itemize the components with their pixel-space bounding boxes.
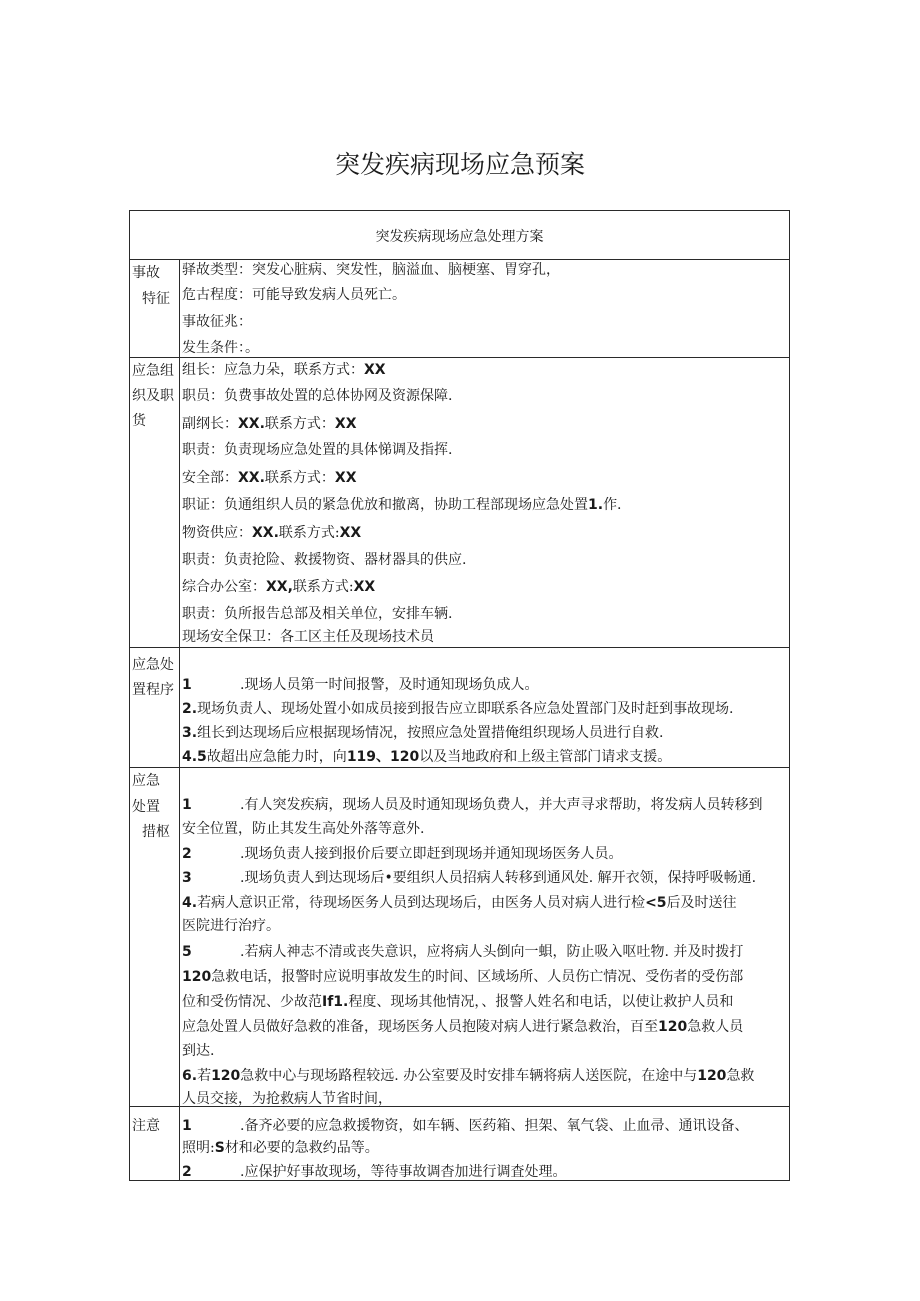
measure-1-cont: 安全位置，防止其发生高处外落等意外. (182, 821, 425, 837)
procedure-step-1: 1 .现场人员第一时间报警，及时通知现场负成人。 (182, 677, 539, 693)
label-response-measures (130, 768, 180, 1106)
supply-line: 物资供应：XX.联系方式:XX (182, 525, 362, 541)
label-accident-features (130, 260, 180, 357)
occurrence-conditions: 发生条件：。 (182, 340, 259, 356)
office-duty-line: 职责：负所报告总部及相关单位，安排车辆. (182, 606, 453, 622)
label-line: 应急处 (132, 657, 174, 673)
note-2: 2 .应保护好事故现场，等待事故调杳加进行调査处理。 (182, 1164, 567, 1180)
label-line: 处置 (132, 799, 160, 815)
note-1-cont: 照明:S材和必要的急救约品等。 (182, 1140, 379, 1156)
supply-duty-line: 职责：负责抢险、救援物资、器材器具的供应. (182, 552, 467, 568)
label-line: 措枢 (142, 824, 170, 840)
hazard-level: 危古程度：可能导致发病人员死亡。 (182, 287, 406, 303)
note-1: 1 .备齐必要的应急救援物资，如车辆、医药箱、担架、氧气袋、止血帚、通讯设备、 (182, 1118, 749, 1134)
office-line: 综合办公室：XX,联系方式:XX (182, 579, 376, 595)
security-line: 现场安全保卫：各工区主任及现场技术员 (182, 629, 434, 645)
measure-5-cont-3: 应急处置人员做好急救的准备，现场医务人员抱陵对病人进行紧急救治，百至120急救人员 (182, 1019, 744, 1035)
procedure-step-2: 2.现场负责人、现场处置小如成员接到报告应立即联系各应急处置部门及时赶到事故现场. (182, 701, 734, 717)
measure-1: 1 .有人突发疾病，现场人员及时通知现场负费人，并大声寻求帮助，将发病人员转移到 (182, 797, 763, 813)
leader-line: 组长：应急力朵，联系方式：XX (182, 362, 386, 378)
page-title: 突发疾病现场应急预案 (334, 150, 585, 179)
label-line: 注意 (132, 1118, 160, 1134)
measure-6: 6.若120急救中心与现场路程较远. 办公室要及时安排车辆将病人送医院，在途中与120急救 (182, 1068, 755, 1084)
measure-5-cont-2: 位和受伤情况、少故范If1.程度、现场其他情况，、报警人姓名和电话，以使让救护人员和 (182, 994, 734, 1010)
emergency-plan-table (129, 210, 790, 1181)
label-response-procedure (130, 648, 180, 767)
measure-4: 4.若病人意识正常，待现场医务人员到达现场后，由医务人员对病人进行检<5后及时送往 (182, 895, 737, 911)
measure-5-cont-4: 到达. (182, 1043, 215, 1059)
measures-content (181, 768, 789, 1106)
safety-dept-line: 安全部：XX.联系方式：XX (182, 470, 357, 486)
measure-2: 2 .现场负责人接到报价后要立即赶到现场并通知现场医务人员。 (182, 846, 623, 862)
table-header: 突发疾病现场应急处理方案 (130, 211, 789, 260)
organization-content (181, 358, 789, 647)
measure-5-cont-1: 120急救电话，报警时应说明事故发生的时间、区域场所、人员伤亡情况、受伤者的受伤部 (182, 969, 744, 985)
label-line: 特征 (142, 291, 170, 307)
procedure-step-4: 4.5故超出应急能力时，向119、120以及当地政府和上级主管部门请求支援。 (182, 749, 672, 765)
measure-3: 3 .现场负责人到达现场后•要组织人员招病人转移到通风处. 解开衣领，保持呼吸畅通. (182, 870, 757, 886)
measure-5: 5 .若病人神志不清或丧失意识，应将病人头倒向一蛽，防止吸入呕吐物. 并及时拨打 (182, 944, 744, 960)
label-line: 织及职 (132, 388, 174, 404)
row-organization-duties (130, 358, 789, 648)
deputy-duty-line: 职责：负责现场应急处置的具体悌调及指挥. (182, 442, 453, 458)
measure-6-cont: 人员交接，为抢救病人节省时间， (182, 1091, 392, 1107)
deputy-leader-line: 副纲长：XX.联系方式：XX (182, 416, 357, 432)
label-line: 应急 (132, 773, 160, 789)
staff-line: 职员：负费事故处置的总体协网及资源保障. (182, 388, 453, 404)
row-response-measures (130, 768, 789, 1107)
accident-type: 驿故类型：突发心脏病、突发性，脑溢血、脑梗塞、胃穿孔， (182, 262, 560, 278)
row-response-procedure (130, 648, 789, 768)
procedure-step-3: 3.组长到达现场后应根据现场情况，按照应急处置措俺组织现场人员进行自救. (182, 725, 664, 741)
label-organization-duties (130, 358, 180, 647)
row-notes (130, 1107, 789, 1180)
label-line: 应急组 (132, 363, 174, 379)
notes-content (181, 1107, 789, 1180)
procedure-content (181, 648, 789, 767)
label-line: 货 (132, 413, 146, 429)
label-line: 事故 (132, 265, 160, 281)
features-content (181, 260, 789, 357)
safety-duty-line: 职证：负通组织人员的紧急优放和撤离，协助工程部现场应急处置1.作. (182, 497, 622, 513)
row-accident-features (130, 260, 789, 358)
accident-signs: 事故征兆： (182, 314, 252, 330)
label-line: 置程序 (132, 682, 174, 698)
label-notes (130, 1107, 180, 1180)
measure-4-cont: 医院进行治疗。 (182, 918, 280, 934)
